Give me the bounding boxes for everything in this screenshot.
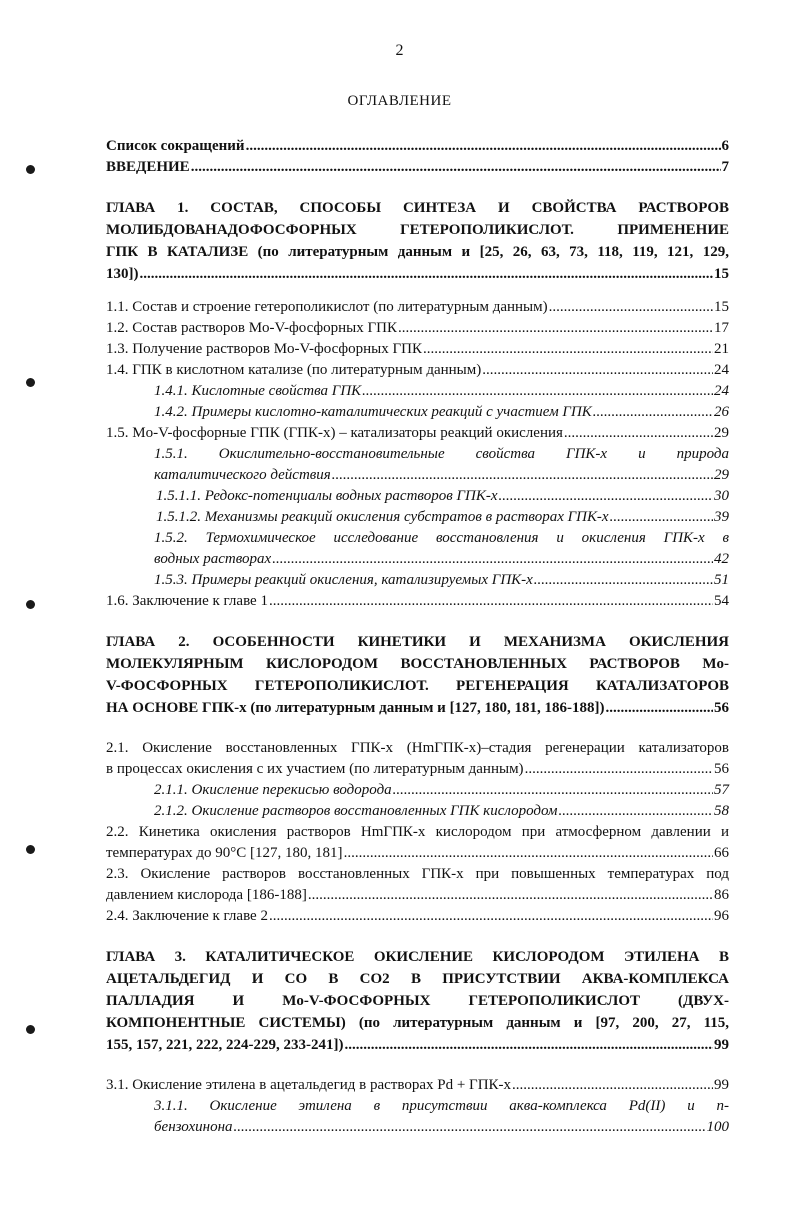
page-title: ОГЛАВЛЕНИЕ [347,93,452,109]
toc-entry[interactable]: 3.1. Окисление этилена в ацетальдегид в растворах Pd + ГПК-х ..... 99 [106,1075,729,1096]
toc-entry[interactable]: 2.1.2. Окисление растворов восстановленных ГПК кислородом ..... 58 [106,801,729,822]
toc-entry[interactable]: 2.1. Окисление восстановленных ГПК-х (HmГПК-х)–стадия регенерации катализаторов в процессах окисления с их участием (по литературным данным) ..... 56 [106,738,729,780]
chapter-1-heading[interactable]: ГЛАВА 1. СОСТАВ, СПОСОБЫ СИНТЕЗА И СВОЙСТВА РАСТВОРОВ МОЛИБДОВАНАДОФОСФОРНЫХ ГЕТЕРОПОЛИКИСЛОТ. ПРИМЕНЕНИЕ ГПК В КАТАЛИЗЕ (по литературным данным и [25, 26, 63, 73, 118, 119, 121, 129, 130]) ..... 15 [106,197,729,285]
chapter-2-heading[interactable]: ГЛАВА 2. ОСОБЕННОСТИ КИНЕТИКИ И МЕХАНИЗМА ОКИСЛЕНИЯ МОЛЕКУЛЯРНЫМ КИСЛОРОДОМ ВОССТАНОВЛЕННЫХ РАСТВОРОВ Mo- V-ФОСФОРНЫХ ГЕТЕРОПОЛИКИСЛОТ. РЕГЕНЕРАЦИЯ КАТАЛИЗАТОРОВ НА ОСНОВЕ ГПК-х (по литературным данным и [127, 180, 181, 186-188]) ..... 56 [106,631,729,719]
toc-entry[interactable]: 1.4.1. Кислотные свойства ГПК ..... 24 [106,381,729,402]
scan-mark [26,845,35,854]
toc-entry[interactable]: 1.3. Получение растворов Mo-V-фосфорных ГПК ..... 21 [106,339,729,360]
toc-entry[interactable]: 2.4. Заключение к главе 2 ..... 96 [106,906,729,927]
toc-entry[interactable]: 2.1.1. Окисление перекисью водорода ..... 57 [106,780,729,801]
scan-mark [26,165,35,174]
toc-entry[interactable]: 3.1.1. Окисление этилена в присутствии аква-комплекса Pd(II) и п- бензохинона ..... 100 [106,1096,729,1138]
page-number: 2 [395,42,404,59]
toc-entry[interactable]: 1.5.3. Примеры реакций окисления, катализируемых ГПК-х ..... 51 [106,570,729,591]
scan-mark [26,1025,35,1034]
scan-mark [26,378,35,387]
toc-entry[interactable]: 1.2. Состав растворов Mo-V-фосфорных ГПК ..... 17 [106,318,729,339]
toc-entry[interactable]: 2.2. Кинетика окисления растворов HmГПК-х кислородом при атмосферном давлении и температурах до 90°С [127, 180, 181] ..... 66 [106,822,729,864]
toc-entry-abbreviations[interactable]: Список сокращений ..... 6 [106,136,729,157]
toc-entry[interactable]: 1.4.2. Примеры кислотно-каталитических реакций с участием ГПК ..... 26 [106,402,729,423]
chapter-3-heading[interactable]: ГЛАВА 3. КАТАЛИТИЧЕСКОЕ ОКИСЛЕНИЕ КИСЛОРОДОМ ЭТИЛЕНА В АЦЕТАЛЬДЕГИД И СО В СО2 В ПРИСУТСТВИИ АКВА-КОМПЛЕКСА ПАЛЛАДИЯ И Mo-V-ФОСФОРНЫХ ГЕТЕРОПОЛИКИСЛОТ (ДВУХ- КОМПОНЕНТНЫЕ СИСТЕМЫ) (по литературным данным и [97, 200, 27, 115, 155, 157, 221, 222, 224-229, 233-241]) ..... 99 [106,946,729,1056]
table-of-contents [106,136,729,1138]
toc-entry[interactable]: 2.3. Окисление растворов восстановленных ГПК-х при повышенных температурах под давлением кислорода [186-188] ..... 86 [106,864,729,906]
toc-entry[interactable]: 1.5.1. Окислительно-восстановительные свойства ГПК-х и природа каталитического действия ..... 29 [106,444,729,486]
toc-entry[interactable]: 1.1. Состав и строение гетерополикислот (по литературным данным) ..... 15 [106,297,729,318]
scan-mark [26,600,35,609]
toc-entry[interactable]: 1.5. Mo-V-фосфорные ГПК (ГПК-х) – катализаторы реакций окисления ..... 29 [106,423,729,444]
toc-entry[interactable]: 1.5.1.1. Редокс-потенциалы водных растворов ГПК-х ..... 30 [106,486,729,507]
toc-entry[interactable]: 1.6. Заключение к главе 1 ..... 54 [106,591,729,612]
toc-entry[interactable]: 1.5.1.2. Механизмы реакций окисления субстратов в растворах ГПК-х ..... 39 [106,507,729,528]
toc-entry[interactable]: 1.4. ГПК в кислотном катализе (по литературным данным) ..... 24 [106,360,729,381]
toc-entry-introduction[interactable]: ВВЕДЕНИЕ ..... 7 [106,157,729,178]
toc-entry[interactable]: 1.5.2. Термохимическое исследование восстановления и окисления ГПК-х в водных растворах ..... 42 [106,528,729,570]
